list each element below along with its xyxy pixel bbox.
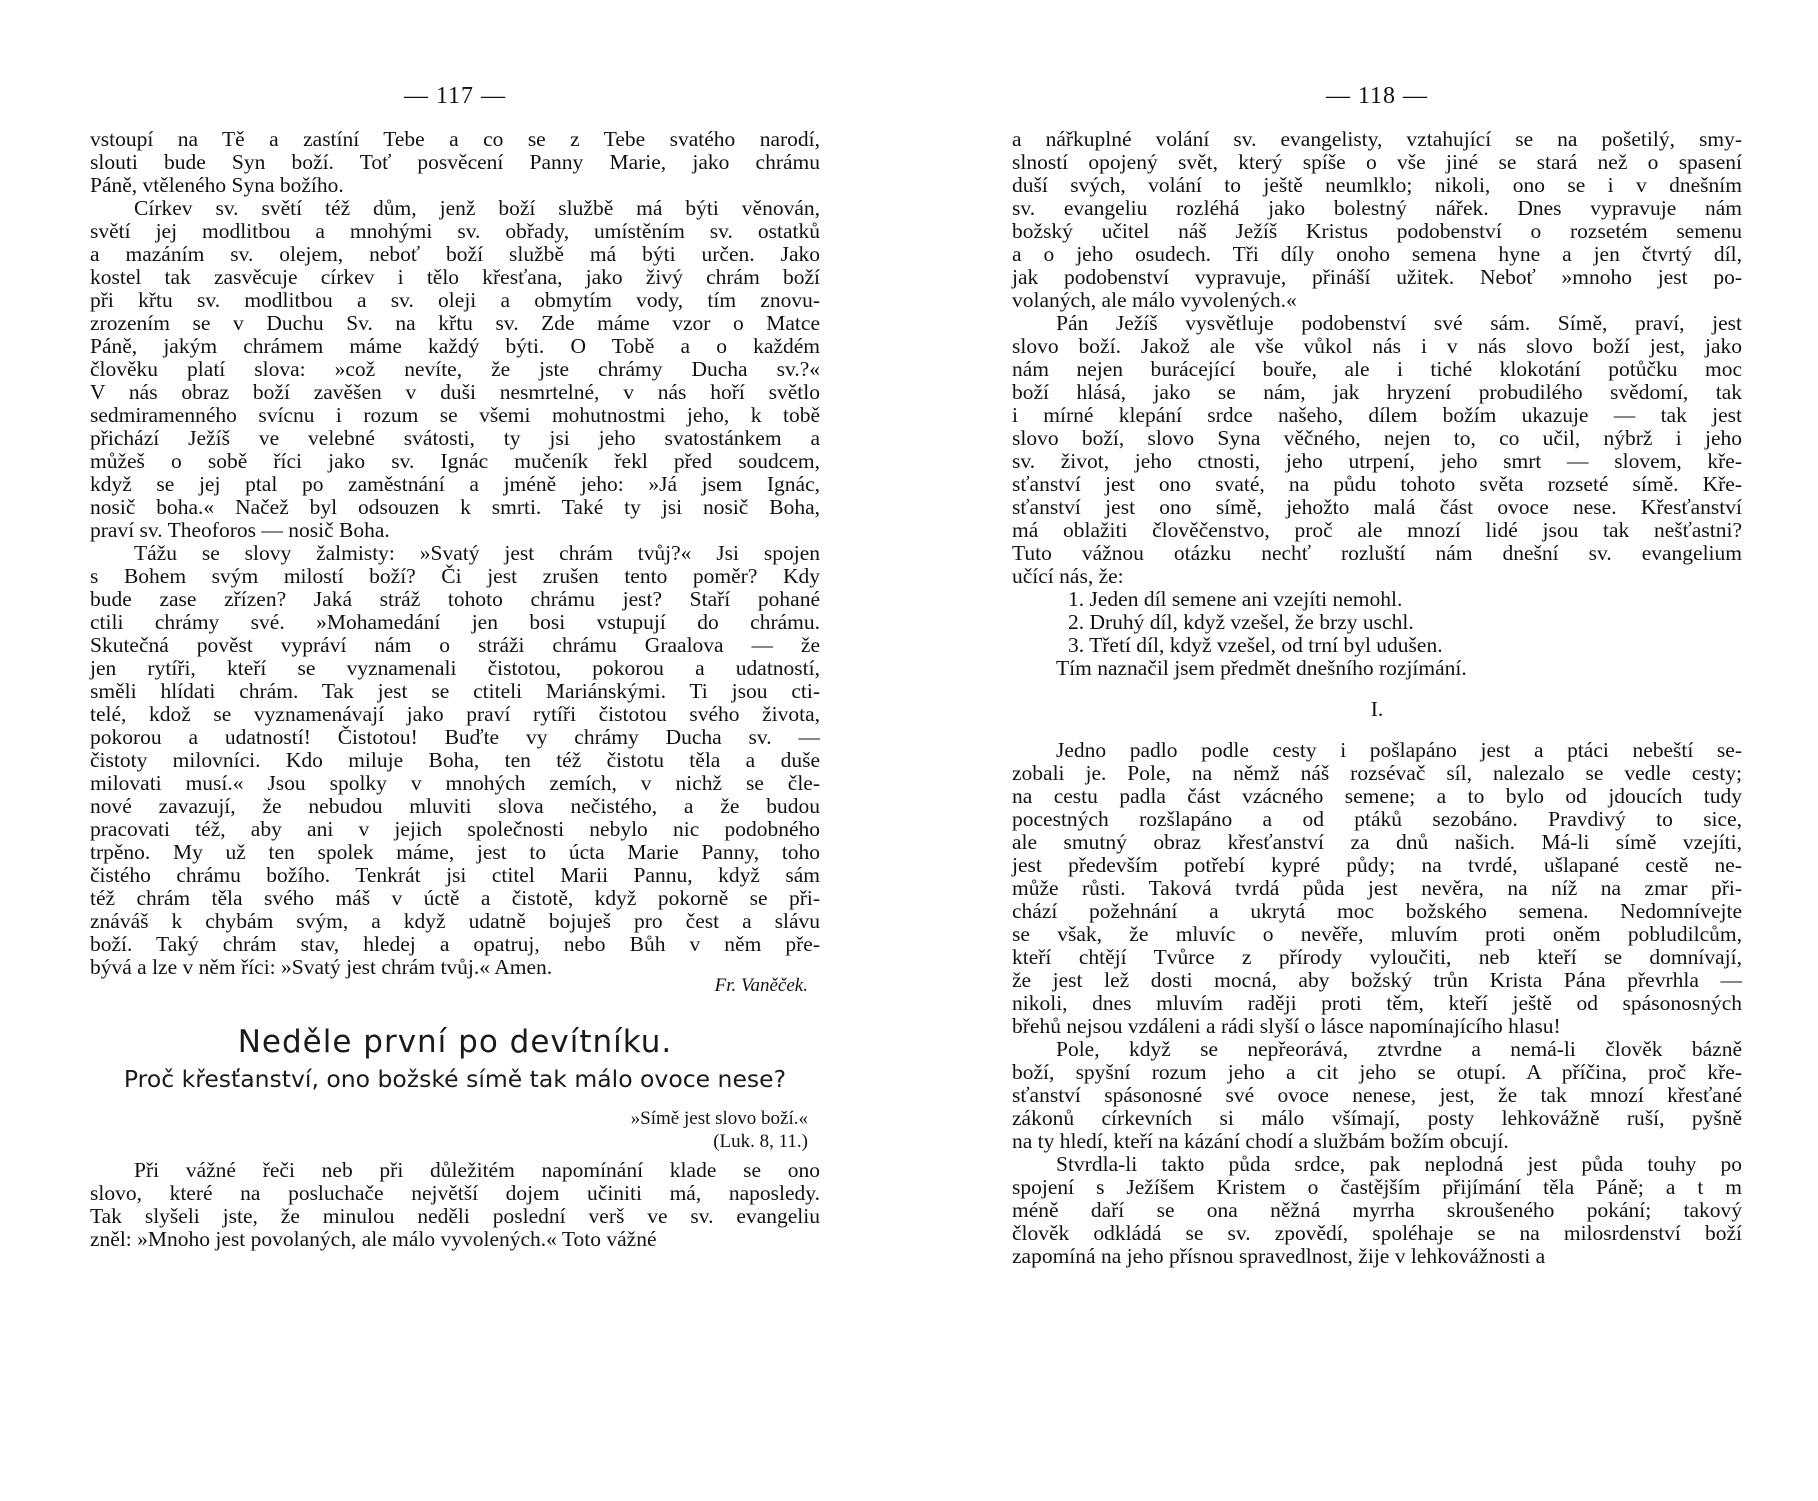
text-line: a nářkuplné volání sv. evangelisty, vztahující se na pošetilý, smy- <box>1012 127 1742 151</box>
text-line: slovo, které na posluchače největší dojem učiniti má, naposledy. <box>90 1181 820 1205</box>
page-number: — 118 — <box>1325 83 1429 109</box>
text-line: milovati musí.« Jsou spolky v mnohých zemích, v nichž se čle- <box>90 771 820 795</box>
text-line: nosič boha.« Načež byl odsouzen k smrti. Také ty jsi nosič Boha, <box>90 495 820 519</box>
text-line: Pole, když se nepřeorává, ztvrdne a nemá-li člověk bázně <box>1056 1037 1742 1061</box>
text-line: Páně, jakým chrámem máme každý býti. O Tobě a o každém <box>90 334 820 358</box>
text-line: ale smutný obraz křesťanství za dnů našich. Má-li símě vzejíti, <box>1012 830 1742 854</box>
text-line: boží hlásá, jako se nám, jak hryzení probudilého svědomí, tak <box>1012 380 1742 404</box>
text-line: bude zase zřízen? Jaká stráž tohoto chrámu jest? Staří pohané <box>90 587 820 611</box>
text-line: když se jej ptal po zaměstnání a jméně jeho: »Já jsem Ignác, <box>90 472 820 496</box>
text-line: zapomíná na jeho přísnou spravedlnost, žije v lehkovážnosti a <box>1012 1244 1546 1268</box>
text-line: na cestu padla část vzácného semene; a to bylo od jdoucích tudy <box>1012 784 1742 808</box>
text-line: nové zavazují, že nebudou mluviti slova nečistého, a že budou <box>90 794 820 818</box>
text-line: jen rytíři, kteří se vyznamenali čistotou, pokorou a udatností, <box>90 656 820 680</box>
text-line: přichází Ježíš ve velebné svátosti, ty jsi jeho svatostánkem a <box>90 426 820 450</box>
page-number: — 117 — <box>403 83 507 109</box>
text-line: Při vážné řeči neb při důležitém napomínání klade se ono <box>134 1158 820 1182</box>
text-line: na ty hledí, kteří na kázání chodí a službám božím obcují. <box>1012 1129 1509 1153</box>
text-line: učící nás, že: <box>1012 564 1124 588</box>
text-line: bývá a lze v něm říci: »Svatý jest chrám tvůj.« Amen. <box>90 955 553 979</box>
text-line: Jedno padlo podle cesty i pošlapáno jest a ptáci nebeští se- <box>1056 738 1742 762</box>
text-line: se však, že mluvíc o nevěře, mluvím proti oněm pobludilcům, <box>1012 922 1742 946</box>
text-line: Tuto vážnou otázku nechť rozluští nám dnešní sv. evangelium <box>1012 541 1742 565</box>
text-line: ctili chrámy své. »Mohamedání jen bosi vstupují do chrámu. <box>90 610 820 634</box>
text-line: břehů nejsou vzdáleni a rádi slyší o lásce napomínajícího hlasu! <box>1012 1014 1561 1038</box>
text-line: boží. Taký chrám stav, hledej a opatruj, nebo Bůh v něm pře- <box>90 932 820 956</box>
scripture-reference: (Luk. 8, 11.) <box>713 1131 808 1152</box>
text-line: sťanství jest ono svaté, na půdu tohoto světa rozseté símě. Kře- <box>1012 472 1742 496</box>
text-line: s Bohem svým milostí boží? Či jest zrušen tento poměr? Kdy <box>90 564 820 588</box>
text-line: nám nejen burácející bouře, ale i tiché klokotání potůčku moc <box>1012 357 1742 381</box>
text-line: též chrám těla svého máš v úctě a čistotě, když pokorně se při- <box>90 886 820 910</box>
text-column-continuation <box>90 128 820 979</box>
text-line: Církev sv. světí též dům, jenž boží službě má býti věnován, <box>134 196 820 220</box>
text-line: světí jej modlitbou a mnohými sv. obřady, umístěním sv. ostatků <box>90 219 820 243</box>
text-line: sťanství spásonosné své ovoce nenese, jest, že tak mnozí křesťané <box>1012 1083 1742 1107</box>
text-line: méně daří se ona něžná myrrha skroušeného pokání; takový <box>1012 1198 1742 1222</box>
text-line: slovo boží. Jakož ale vše vůkol nás i v nás slovo boží jest, jako <box>1012 334 1742 358</box>
section-number: I. <box>1370 697 1384 721</box>
text-line: čistého chrámu božího. Tenkrát jsi ctitel Marii Pannu, když sám <box>90 863 820 887</box>
sermon-outline <box>1012 588 1742 657</box>
text-column <box>1012 128 1742 1268</box>
text-line: vstoupí na Tě a zastíní Tebe a co se z Tebe svatého narodí, <box>90 127 820 151</box>
text-line: pocestných rozšlapáno a od ptáků sezobáno. Pravdivý to sice, <box>1012 807 1742 831</box>
text-line: kostel tak zasvěcuje církev i tělo křesťana, jako živý chrám boží <box>90 265 820 289</box>
text-line: znáváš k chybám svým, a když udatně bojuješ pro čest a slávu <box>90 909 820 933</box>
text-line: trpěno. My už ten spolek máme, jest to úcta Marie Panny, toho <box>90 840 820 864</box>
text-line: člověk odkládá se sv. zpovědí, spoléhaje se na milosrdenství boží <box>1012 1221 1742 1245</box>
text-line: Páně, vtěleného Syna božího. <box>90 173 344 197</box>
text-line: při křtu sv. modlitbou a sv. oleji a obmytím vody, tím znovu- <box>90 288 820 312</box>
text-line: božský učitel náš Ježíš Kristus podobenství o rozsetém semenu <box>1012 219 1742 243</box>
scripture-motto: »Símě jest slovo boží.« <box>630 1108 808 1129</box>
text-line: sedmiramenného svícnu i rozum se všemi mohutnostmi jeho, k tobě <box>90 403 820 427</box>
text-line: V nás obraz boží zavěšen v duši nesmrtelné, v nás hoří světlo <box>90 380 820 404</box>
text-line: člověku platí slova: »což nevíte, že jste chrámy Ducha sv.?« <box>90 357 820 381</box>
text-line: praví sv. Theoforos — nosič Boha. <box>90 518 390 542</box>
text-line: má oblažiti člověčenstvo, proč ale mnozí lidé jsou tak nešťastni? <box>1012 518 1742 542</box>
section-one-text <box>1012 739 1742 1268</box>
outline-item: 1. Jeden díl semene ani vzejíti nemohl. <box>1068 587 1403 611</box>
text-line: zobali je. Pole, na němž náš rozsévač síl, nalezalo se vedle cesty; <box>1012 761 1742 785</box>
text-line: a o jeho osudech. Tři díly onoho semena hyne a jen čtvrtý díl, <box>1012 242 1742 266</box>
text-line: boží, spyšní rozum jeho a cit jeho se otupí. A příčina, proč kře- <box>1012 1060 1742 1084</box>
text-line: Skutečná pověst vypráví nám o stráži chrámu Graalova — že <box>90 633 820 657</box>
text-line: můžeš o sobě říci jako sv. Ignác mučeník řekl před soudcem, <box>90 449 820 473</box>
text-line: Tak slyšeli jste, že minulou neděli poslední verš ve sv. evangeliu <box>90 1204 820 1228</box>
text-line: že jest lež dosti mocná, aby božský trůn Krista Pána převrhla — <box>1012 968 1742 992</box>
outline-closing: Tím naznačil jsem předmět dnešního rozjímání. <box>1056 656 1467 680</box>
text-line: pracovati též, aby ani v jejich společnosti nebylo nic podobného <box>90 817 820 841</box>
text-line: slovo boží, slovo Syna věčného, nejen to, co učil, nýbrž i jeho <box>1012 426 1742 450</box>
text-line: zákonů církevních si málo všímají, posty lehkovážně ruší, pyšně <box>1012 1106 1742 1130</box>
outline-item: 2. Druhý díl, když vzešel, že brzy uschl. <box>1068 610 1414 634</box>
text-line: může růsti. Taková tvrdá půda jest nevěra, na níž na zmar při- <box>1012 876 1742 900</box>
text-line: slností opojený svět, který spíše o vše jiné se stará než o spasení <box>1012 150 1742 174</box>
text-line: směli hlídati chrám. Tak jest se ctiteli Mariánskými. Ti jsou cti- <box>90 679 820 703</box>
text-line: chází požehnání a ukrytá moc božského semena. Nedomnívejte <box>1012 899 1742 923</box>
sermon-subtitle: Proč křesťanství, ono božské símě tak málo ovoce nese? <box>123 1065 787 1093</box>
sermon-title: Neděle první po devítníku. <box>237 1024 673 1060</box>
text-line: i mírné klepání srdce našeho, dílem božím ukazuje — tak jest <box>1012 403 1742 427</box>
text-line: nikoli, dnes mluvím raději proti těm, kteří ještě od spásonosných <box>1012 991 1742 1015</box>
outline-item: 3. Třetí díl, když vzešel, od trní byl udušen. <box>1068 633 1443 657</box>
text-line: telé, kdož se vyznamenávají jako praví rytíři čistotou svého života, <box>90 702 820 726</box>
sermon-section <box>90 968 820 1251</box>
text-line: jest především potřebí kypré půdy; na tvrdé, ušlapané cestě ne- <box>1012 853 1742 877</box>
sermon-intro <box>90 1159 820 1251</box>
text-line: sv. evangeliu rozléhá jako bolestný nářek. Dnes vypravuje nám <box>1012 196 1742 220</box>
text-line: čistoty milovníci. Kdo miluje Boha, ten též čistotu těla a duše <box>90 748 820 772</box>
text-line: a mazáním sv. olejem, neboť boží službě má býti určen. Jako <box>90 242 820 266</box>
text-line: sv. život, jeho ctnosti, jeho utrpení, jeho smrt — slovem, kře- <box>1012 449 1742 473</box>
text-line: kteří chtějí Tvůrce z přírody vyloučiti, neb kteří se domnívají, <box>1012 945 1742 969</box>
text-line: Tážu se slovy žalmisty: »Svatý jest chrám tvůj?« Jsi spojen <box>134 541 820 565</box>
text-line: pokorou a udatností! Čistotou! Buďte vy chrámy Ducha sv. — <box>90 725 820 749</box>
text-line: zněl: »Mnoho jest povolaných, ale málo vyvolených.« Toto vážné <box>90 1227 657 1251</box>
author-signature: Fr. Vaněček. <box>714 975 808 996</box>
text-line: slouti bude Syn boží. Toť posvěcení Panny Marie, jako chrámu <box>90 150 820 174</box>
page-117 <box>90 0 820 1501</box>
text-line: Stvrdla-li takto půda srdce, pak neplodná jest půda touhy po <box>1056 1152 1742 1176</box>
text-line: spojení s Ježíšem Kristem o častějším přijímání těla Páně; a t m <box>1012 1175 1742 1199</box>
text-line: volaných, ale málo vyvolených.« <box>1012 288 1297 312</box>
intro-paragraphs <box>1012 128 1742 588</box>
text-line: jak podobenství vypravuje, přináší užitek. Neboť »mnoho jest po- <box>1012 265 1742 289</box>
text-line: sťanství jest ono símě, jehožto malá část ovoce nese. Křesťanství <box>1012 495 1742 519</box>
text-line: Pán Ježíš vysvětluje podobenství své sám. Símě, praví, jest <box>1056 311 1742 335</box>
text-line: zrozením se v Duchu Sv. na křtu sv. Zde máme vzor o Matce <box>90 311 820 335</box>
page-118 <box>1012 0 1742 1501</box>
text-line: duší svých, volání to ještě neumlklo; nikoli, ono se i v dnešním <box>1012 173 1742 197</box>
